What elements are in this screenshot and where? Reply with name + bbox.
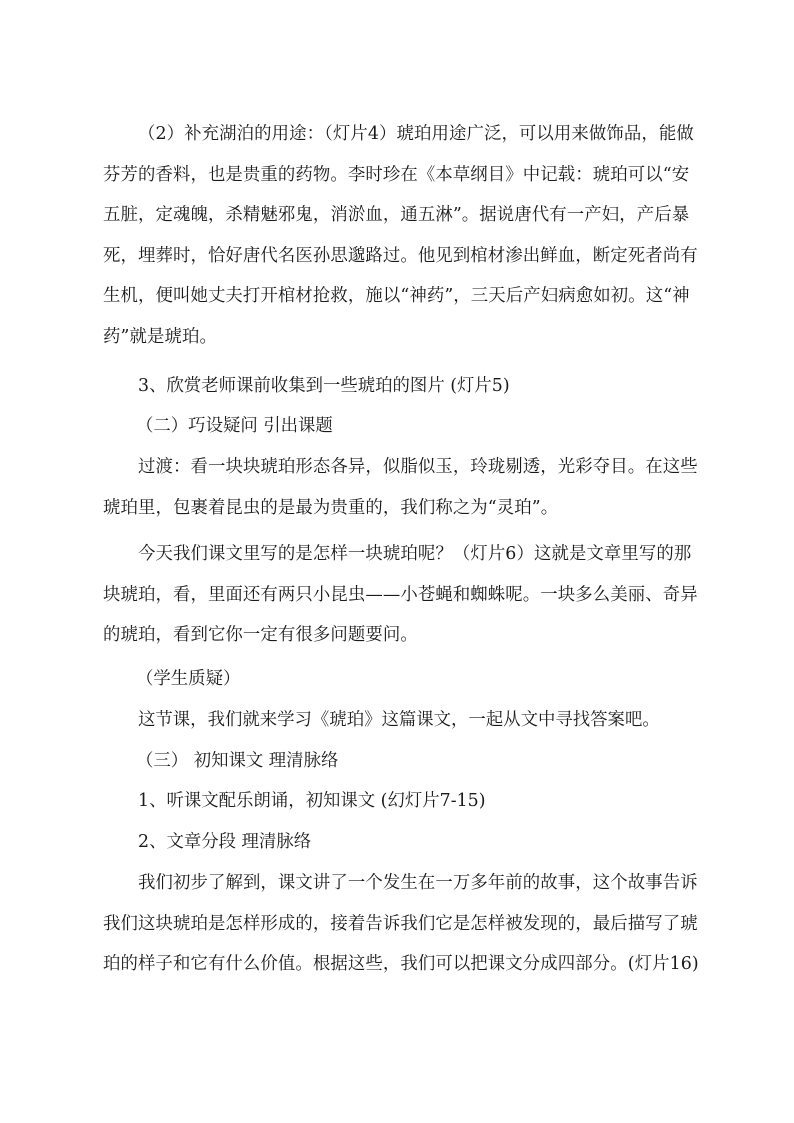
paragraph-story-summary: 我们初步了解到，课文讲了一个发生在一万多年前的故事，这个故事告诉我们这块琥珀是怎样形成的，接着告诉我们它是怎样被发现的，最后描写了琥珀的样子和它有什么价值。根据这些，我们可以把课文分成四部分。(灯片16) — [103, 873, 699, 974]
paragraph-this-lesson: 这节课，我们就来学习《琥珀》这篇课文，一起从文中寻找答案吧。 — [138, 710, 660, 730]
paragraph-appreciate-pictures: 3、欣赏老师课前收集到一些琥珀的图片 (灯片5) — [138, 376, 510, 396]
paragraph-amber-uses: （2）补充湖泊的用途：（灯片4）琥珀用途广泛，可以用来做饰品，能做芬芳的香料，也是贵重的药物。李时珍在《本草纲目》中记载：琥珀可以“安五脏，定魂魄，杀精魅邪鬼，消淤血，通五淋”。据说唐代有一产妇，产后暴死，埋葬时，恰好唐代名医孙思邈路过。他见到棺材渗出鲜血，断定死者尚有生机，便叫她丈夫打开棺材抢救，施以“神药”，三天后产妇病愈如初。这“神药”就是琥珀。 — [103, 124, 698, 347]
paragraph-listen-reading: 1、听课文配乐朗诵，初知课文 (幻灯片7-15) — [138, 791, 486, 811]
paragraph-todays-lesson: 今天我们课文里写的是怎样一块琥珀呢？（灯片6）这就是文章里写的那块琥珀，看，里面还有两只小昆虫——小苍蝇和蜘蛛呢。一块多么美丽、奇异的琥珀，看到它你一定有很多问题要问。 — [103, 544, 698, 645]
section-heading-3: （三） 初知课文 理清脉络 — [136, 751, 339, 771]
section-heading-2: （二）巧设疑问 引出课题 — [136, 416, 333, 436]
paragraph-transition: 过渡：看一块块琥珀形态各异，似脂似玉，玲珑剔透，光彩夺目。在这些琥珀里，包裹着昆虫的是最为贵重的，我们称之为“灵珀”。 — [103, 457, 698, 518]
paragraph-student-questions: （学生质疑） — [136, 669, 241, 689]
paragraph-divide-sections: 2、文章分段 理清脉络 — [138, 832, 312, 852]
